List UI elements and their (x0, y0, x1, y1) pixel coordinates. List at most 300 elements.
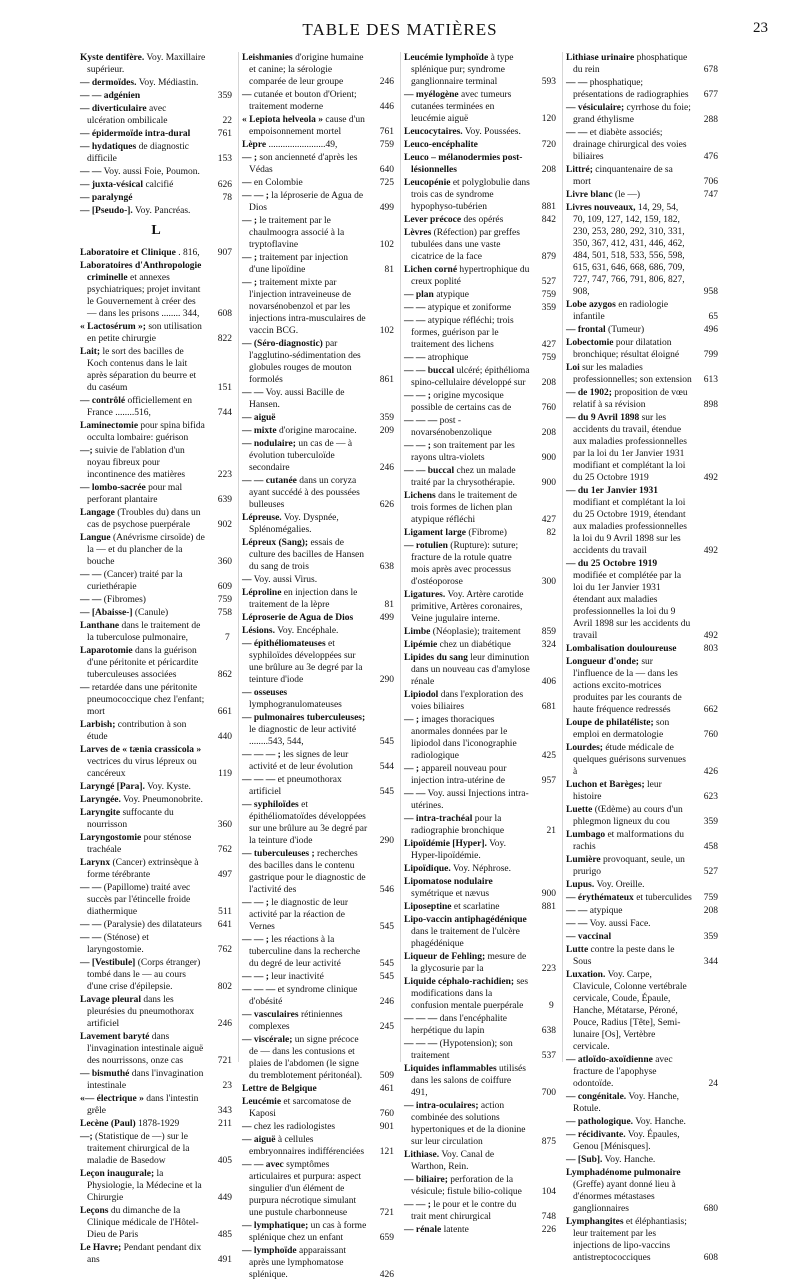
entry-page: 545 (379, 737, 394, 747)
entry-page: 900 (541, 453, 556, 463)
entry-title: Lutte (566, 945, 589, 955)
entry-title: — du 1er Janvier 1931 (566, 486, 659, 496)
entry-title: « Lepiota helveola » (242, 115, 324, 125)
entry-title: — tuberculeuses ; (242, 849, 315, 859)
entry-text: dans le traitement de l'ulcère phagédénique (411, 927, 520, 949)
index-entry (80, 532, 232, 568)
entry-page: 662 (703, 705, 718, 715)
index-entry (566, 879, 718, 891)
entry-text: Voy. aussi Bacille de Hansen. (249, 388, 345, 410)
index-entry (242, 712, 394, 748)
entry-page: 102 (379, 240, 394, 250)
entry-title: — — buccal (404, 466, 455, 476)
index-entry (242, 139, 394, 151)
index-entry (80, 1031, 232, 1067)
index-entry (566, 337, 718, 361)
index-entry (404, 390, 556, 414)
entry-title: Leucocytaires. (404, 127, 463, 137)
entry-page: 359 (217, 91, 232, 101)
index-entry (80, 1168, 232, 1204)
entry-page: 208 (541, 428, 556, 438)
entry-title: — — — ; (242, 750, 281, 760)
entry-page: 499 (379, 613, 394, 623)
entry-text: dans l'intestin grêle (87, 1094, 199, 1116)
index-column-4 (566, 52, 724, 1263)
entry-text: (Corps étranger) tombé dans le — au cours d'une crise d'épilepsie. (87, 958, 201, 992)
entry-title: Lichen corné (404, 265, 458, 275)
entry-title: Le Havre; (80, 1243, 122, 1253)
entry-text: perforation de la vésicule; fistule bilio-colique (411, 1175, 522, 1197)
entry-page: 537 (541, 1051, 556, 1061)
index-entry (404, 1174, 556, 1198)
entry-title: — osseuses (242, 688, 288, 698)
entry-title: Lupus. (566, 880, 595, 890)
entry-title: — plan (404, 290, 434, 300)
index-columns (80, 52, 720, 1280)
entry-text: cinquantenaire de sa mort (573, 165, 673, 187)
entry-page: 759 (379, 140, 394, 150)
entry-text: Voy. Oreille. (596, 880, 645, 890)
entry-title: — atloïdo-axoïdienne (566, 1055, 653, 1065)
entry-page: 81 (384, 600, 394, 610)
entry-title: — vaccinal (566, 932, 612, 942)
entry-page: 458 (703, 842, 718, 852)
entry-title: — [Vestibule] (80, 958, 136, 968)
index-entry (404, 951, 556, 975)
index-entry (404, 152, 556, 176)
entry-text: (Sténose) et laryngostomie. (87, 933, 149, 955)
entry-page: 359 (541, 303, 556, 313)
index-entry (566, 1129, 718, 1153)
entry-text: Voy. Pneumonobrite. (123, 795, 203, 805)
entry-title: Lecène (Paul) (80, 1119, 136, 1129)
index-entry (566, 804, 718, 828)
entry-title: — — (566, 128, 588, 138)
entry-text: et pneumothorax artificiel (249, 775, 342, 797)
index-entry (404, 589, 556, 625)
index-entry (242, 799, 394, 847)
index-entry (404, 1063, 556, 1099)
entry-page: 22 (222, 116, 232, 126)
entry-text: son traitement par les rayons ultra-violets (411, 441, 515, 463)
index-entry (80, 192, 232, 204)
entry-title: «— électrique » (80, 1094, 144, 1104)
index-entry (404, 626, 556, 638)
entry-text: apparaissant après une lymphomatose splénique. (249, 1246, 346, 1280)
entry-page: 902 (217, 520, 232, 530)
entry-title: — [Sub]. (566, 1155, 603, 1165)
entry-title: — rotulien (404, 541, 448, 551)
index-entry (404, 177, 556, 213)
entry-text: (Hypotension); son traitement (411, 1039, 513, 1061)
entry-text: (Tumeur) (608, 325, 645, 335)
index-entry (566, 558, 718, 642)
entry-page: 623 (703, 792, 718, 802)
entry-text: atypique et zoniforme (427, 303, 512, 313)
entry-text: et polyglobulie dans trois cas de syndrome hypophyso-tubérien (411, 178, 530, 212)
entry-page: 153 (217, 154, 232, 164)
entry-title: Livre blanc (566, 190, 613, 200)
index-entry (566, 52, 718, 76)
index-entry (404, 1224, 556, 1236)
entry-page: 640 (379, 165, 394, 175)
entry-text: son ancienneté d'après les Védas (249, 153, 358, 175)
index-entry (404, 652, 556, 688)
entry-text: suffocante du nourrisson (87, 808, 174, 830)
entry-title: Lipémie (404, 640, 438, 650)
index-entry (242, 177, 394, 189)
index-entry (566, 779, 718, 803)
entry-page: 901 (379, 1122, 394, 1132)
index-entry (404, 1199, 556, 1223)
entry-page: 641 (217, 920, 232, 930)
index-entry (404, 415, 556, 439)
entry-text: action combinée des solutions hypertoniques et de la dionine sur leur circulation (411, 1101, 526, 1147)
entry-text: origine mycosique possible de certains cas de (411, 391, 512, 413)
entry-title: Lipoïdémie [Hyper]. (404, 839, 487, 849)
index-entry (566, 944, 718, 968)
index-entry (80, 832, 232, 856)
entry-title: — du 9 Avril 1898 (566, 413, 640, 423)
index-entry (80, 1205, 232, 1241)
index-entry (566, 905, 718, 917)
entry-text: et syndrome clinique d'obésité (249, 985, 358, 1007)
index-entry (566, 892, 718, 904)
index-entry (80, 90, 232, 102)
entry-page: 822 (217, 334, 232, 344)
entry-text: sur les accidents du travail, étendue aux maladies professionnelles par la loi du 1er Janvier 1931 modifiant et complétant la loi du 25 Octobre 1919 (573, 413, 687, 483)
entry-text: avec fracture de l'apophyse odontoïde. (573, 1055, 673, 1089)
entry-text: lymphogranulomateuses (249, 700, 342, 710)
entry-title: — récidivante. (566, 1130, 626, 1140)
entry-title: Lipides du sang (404, 653, 468, 663)
entry-title: —; (80, 1132, 93, 1142)
entry-title: — — (566, 919, 588, 929)
entry-page: 81 (384, 265, 394, 275)
entry-text: dans le traitement de trois formes de lichen plan atypique réfléchi (411, 491, 517, 525)
entry-page: 681 (541, 702, 556, 712)
index-entry (242, 687, 394, 711)
entry-title: — aiguë (242, 413, 276, 423)
entry-title: Lépreux (Sang); (242, 538, 309, 548)
index-entry (80, 445, 232, 481)
entry-text: en injection dans le traitement de la lèpre (249, 588, 358, 610)
index-entry (404, 365, 556, 389)
entry-title: — dermoïdes. (80, 78, 137, 88)
entry-page: 440 (217, 732, 232, 742)
entry-title: Lipo-vaccin antiphagédénique (404, 915, 527, 925)
entry-title: — (242, 1122, 252, 1132)
index-entry (404, 838, 556, 862)
entry-title: Lichens (404, 491, 436, 501)
index-entry (80, 682, 232, 718)
index-entry (80, 179, 232, 191)
index-entry (566, 387, 718, 411)
index-column-3 (404, 52, 563, 1235)
entry-text: Voy. Néphrose. (452, 864, 512, 874)
entry-page: 343 (217, 1106, 232, 1116)
entry-title: — [Abaisse-] (80, 608, 133, 618)
entry-page: 759 (217, 595, 232, 605)
entry-text: hypertrophique du creux poplité (411, 265, 530, 287)
index-entry (404, 1038, 556, 1062)
index-entry (80, 569, 232, 593)
entry-text: chez un diabétique (439, 640, 511, 650)
entry-text: dans l'invagination intestinale (87, 1069, 204, 1091)
entry-title: — (Séro-diagnostic) (242, 339, 323, 349)
entry-text: cutanée et bouton d'Orient; traitement moderne (249, 90, 357, 112)
entry-title: Ligament large (404, 528, 467, 538)
entry-text: en radiologie infantile (573, 300, 669, 322)
index-entry (242, 190, 394, 214)
entry-text: dans l'exploration des voies biliaires (411, 690, 524, 712)
entry-text: (Paralysie) des dilatateurs (103, 920, 202, 930)
entry-title: — — (80, 595, 102, 605)
entry-page: 245 (379, 1022, 394, 1032)
entry-page: 21 (546, 826, 556, 836)
entry-text: (Canule) (134, 608, 169, 618)
index-entry (80, 166, 232, 178)
entry-title: —; (80, 446, 93, 456)
entry-text: (Fibromes) (103, 595, 146, 605)
entry-page: 426 (703, 767, 718, 777)
entry-text: le traitement par le chaulmoogra associé à la tryptoflavine (249, 216, 345, 250)
entry-title: Léproserie de Agua de Dios (242, 613, 354, 623)
index-entry (566, 1167, 718, 1215)
entry-page: 359 (703, 817, 718, 827)
entry-text: utilisés dans les salons de coiffure 491, (411, 1064, 526, 1098)
entry-title: — biliaire; (404, 1175, 448, 1185)
index-entry (566, 1091, 718, 1115)
entry-title: Laryngostomie (80, 833, 142, 843)
entry-page: 511 (218, 907, 232, 917)
index-entry (242, 425, 394, 437)
entry-page: 638 (379, 562, 394, 572)
entry-text: les réactions à la tuberculine dans la recherche du degré de leur activité (249, 935, 361, 969)
index-entry (80, 1131, 232, 1167)
entry-title: — — (404, 316, 426, 326)
entry-text: Voy. Pancréas. (135, 206, 191, 216)
entry-title: Lumière (566, 855, 601, 865)
entry-text: le sort des bacilles de Koch contenus dans le lait après séparation du beurre et du caséum (87, 347, 197, 393)
entry-page: 659 (379, 1233, 394, 1243)
entry-text: d'origine marocaine. (278, 426, 357, 436)
entry-title: — rénale (404, 1225, 442, 1235)
entry-text: Voy. Carpe, Clavicule, Colonne vertébrale cervicale, Coude, Épaule, Hanche, Métatarse, Péroné, Pouce, Radius [Tête], Semi-lunaire [Os], Vertèbre cervicale. (573, 970, 687, 1052)
index-entry (566, 164, 718, 188)
index-entry (242, 537, 394, 573)
entry-text: pour mal perforant plantaire (87, 483, 183, 505)
entry-text: images thoraciques anormales données par le lipiodol dans l'iconographie radiologique (411, 715, 517, 761)
entry-title: — (80, 683, 90, 693)
entry-title: Lourdes; (566, 743, 603, 753)
entry-text: 1878-1929 (138, 1119, 180, 1129)
entry-title: Lanthane (80, 621, 120, 631)
index-column-2 (242, 52, 401, 1280)
index-entry (404, 264, 556, 288)
entry-text: dans le traitement de la tuberculose pulmonaire, (87, 621, 201, 643)
entry-page: 121 (379, 1147, 394, 1157)
index-entry (80, 919, 232, 931)
index-entry (404, 352, 556, 364)
entry-title: Loi (566, 363, 580, 373)
entry-text: à type splénique pur; syndrome ganglionnaire terminal (411, 53, 514, 87)
index-entry (404, 689, 556, 713)
entry-page: 639 (217, 495, 232, 505)
entry-title: — — (80, 883, 102, 893)
entry-title: — lombo-sacrée (80, 483, 146, 493)
index-entry (80, 957, 232, 993)
entry-title: Liquide céphalo-rachidien; (404, 977, 515, 987)
entry-page: 803 (703, 644, 718, 654)
entry-page: 881 (541, 902, 556, 912)
entry-title: Larbish; (80, 720, 116, 730)
entry-text: post - novarsénobenzolique (411, 416, 492, 438)
entry-title: — — — (242, 985, 276, 995)
index-entry (566, 1116, 718, 1128)
entry-title: — — — (242, 775, 276, 785)
entry-text: (Œdème) au cours d'un phlegmon ligneux du cou (573, 805, 683, 827)
index-entry (566, 1216, 718, 1264)
entry-page: 288 (703, 115, 718, 125)
entry-title: Lobectomie (566, 338, 614, 348)
entry-text: (Réfection) par greffes tubulées dans une vaste cicatrice de la face (411, 228, 520, 262)
entry-title: — nodulaire; (242, 439, 296, 449)
index-entry (566, 77, 718, 101)
entry-title: — de 1902; (566, 388, 612, 398)
entry-text: modifiée et complétée par la loi du 1er Janvier 1931 étendant aux maladies professionnelles la loi du 9 Avril 1898 sur les accidents du travail (573, 571, 691, 641)
entry-text: Pendant pendant dix ans (87, 1243, 202, 1265)
index-entry: Lanthane dans le traitement de la tuberculose pulmonaire, 7 (80, 621, 230, 643)
index-entry (80, 1242, 232, 1266)
index-entry (404, 126, 556, 138)
entry-title: — vésiculaire; (566, 103, 625, 113)
entry-title: Laboratoires d'Anthropologie criminelle (80, 261, 202, 283)
index-entry (404, 490, 556, 526)
entry-title: — diverticulaire (80, 104, 147, 114)
entry-text: atypique réfléchi; trois formes, guérison par le traitement des lichens (411, 316, 514, 350)
index-entry (566, 1054, 718, 1090)
entry-text: ses modifications dans la confusion mentale puerpérale (411, 977, 529, 1011)
entry-page: 898 (703, 400, 718, 410)
entry-page: 613 (703, 375, 718, 385)
entry-title: « Lactosérum »; (80, 322, 146, 332)
entry-title: Langage (80, 508, 115, 518)
index-entry (404, 1100, 556, 1148)
entry-page: 476 (703, 152, 718, 162)
entry-title: — congénitale. (566, 1092, 627, 1102)
entry-page: 900 (541, 889, 556, 899)
entry-title: — contrôlé (80, 396, 126, 406)
entry-page: 82 (546, 528, 556, 538)
entry-page: 497 (217, 870, 232, 880)
index-entry (566, 127, 718, 163)
index-entry (404, 863, 556, 875)
entry-page: 545 (379, 959, 394, 969)
entry-text: appareil nouveau pour injection intra-utérine de (411, 764, 507, 786)
index-entry (242, 1121, 394, 1133)
entry-title: — (242, 575, 252, 585)
entry-page: 593 (541, 77, 556, 87)
entry-text: Voy. aussi Virus. (253, 575, 318, 585)
entry-text: dans un coryza ayant succédé à des poussées bulleuses (249, 476, 360, 510)
entry-title: Lipomatose nodulaire (404, 877, 493, 887)
index-entry (80, 794, 232, 806)
entry-page: 509 (379, 1071, 394, 1081)
entry-title: Luette (566, 805, 593, 815)
entry-page: 496 (703, 325, 718, 335)
entry-title: Léproline (242, 588, 282, 598)
entry-text: le diagnostic de leur activité ........543, 544, (249, 725, 357, 747)
entry-title: Lettre de Belgique (242, 1084, 317, 1094)
entry-title: — aiguë (242, 1135, 276, 1145)
entry-text: contribution à son étude (87, 720, 187, 742)
entry-page: 344 (703, 957, 718, 967)
entry-text: Voy. aussi Face. (589, 919, 651, 929)
entry-page: 499 (379, 203, 394, 213)
entry-text: latente (443, 1225, 469, 1235)
entry-text: et syphiloïdes développées sur une brûlure au 3e degré par la teinture d'iode (249, 639, 363, 685)
index-entry (242, 89, 394, 113)
entry-page: 759 (703, 893, 718, 903)
index-entry (80, 52, 232, 76)
entry-page: 24 (708, 1079, 718, 1089)
index-entry (80, 1118, 232, 1130)
entry-text: vectrices du virus lépreux ou cancéreux (87, 757, 197, 779)
index-entry (242, 1096, 394, 1120)
entry-page: 721 (379, 1208, 394, 1218)
entry-title: — mixte (242, 426, 277, 436)
index-entry (242, 412, 394, 424)
entry-text: pour dilatation bronchique; résultat éloigné (573, 338, 680, 360)
entry-text: Voy. Hanche, Rotule. (573, 1092, 680, 1114)
page-header (80, 18, 768, 44)
entry-page: 759 (541, 353, 556, 363)
entry-title: — — ; (242, 935, 269, 945)
entry-title: Littré; (566, 165, 593, 175)
entry-text: la léproserie de Agua de Dios (249, 191, 364, 213)
entry-page: 492 (703, 473, 718, 483)
entry-page: 900 (541, 478, 556, 488)
entry-page: 78 (222, 193, 232, 203)
entry-text: Voy. Épaules, Genou [Ménisques]. (573, 1130, 680, 1152)
index-entry (566, 969, 718, 1053)
entry-text: Voy. Poussées. (464, 127, 521, 137)
entry-title: Lipiodol (404, 690, 439, 700)
index-entry (404, 302, 556, 314)
entry-page: 609 (217, 582, 232, 592)
entry-page: 427 (541, 515, 556, 525)
entry-title: — vasculaires (242, 1010, 299, 1020)
index-entry (404, 440, 556, 464)
index-entry (242, 574, 394, 586)
entry-text: un signe précoce de — dans les contusions et plaies de l'abdomen (le signe du tremblotement péritonéal). (249, 1035, 363, 1081)
index-entry: Liquide céphalo-rachidien; ses modifications dans la confusion mentale puerpérale 9 (404, 977, 554, 1011)
entry-text: essais de culture des bacilles de Hansen du sang de trois (249, 538, 365, 572)
entry-title: — lymphoïde (242, 1246, 297, 1256)
entry-text: et malformations du rachis (573, 830, 684, 852)
entry-title: — — — (404, 1014, 438, 1024)
entry-page: 661 (217, 707, 232, 717)
entry-title: — ; (242, 278, 258, 288)
entry-title: — — (566, 906, 588, 916)
entry-page: 700 (541, 1088, 556, 1098)
entry-title: — épidermoïde intra-dural (80, 129, 191, 139)
index-entry (566, 742, 718, 778)
entry-title: Leçon inaugurale; (80, 1169, 155, 1179)
entry-text: Voy. Hanche. (635, 1117, 686, 1127)
entry-text: du dimanche de la Clinique médicale de l'Hôtel-Dieu de Paris (87, 1206, 199, 1240)
